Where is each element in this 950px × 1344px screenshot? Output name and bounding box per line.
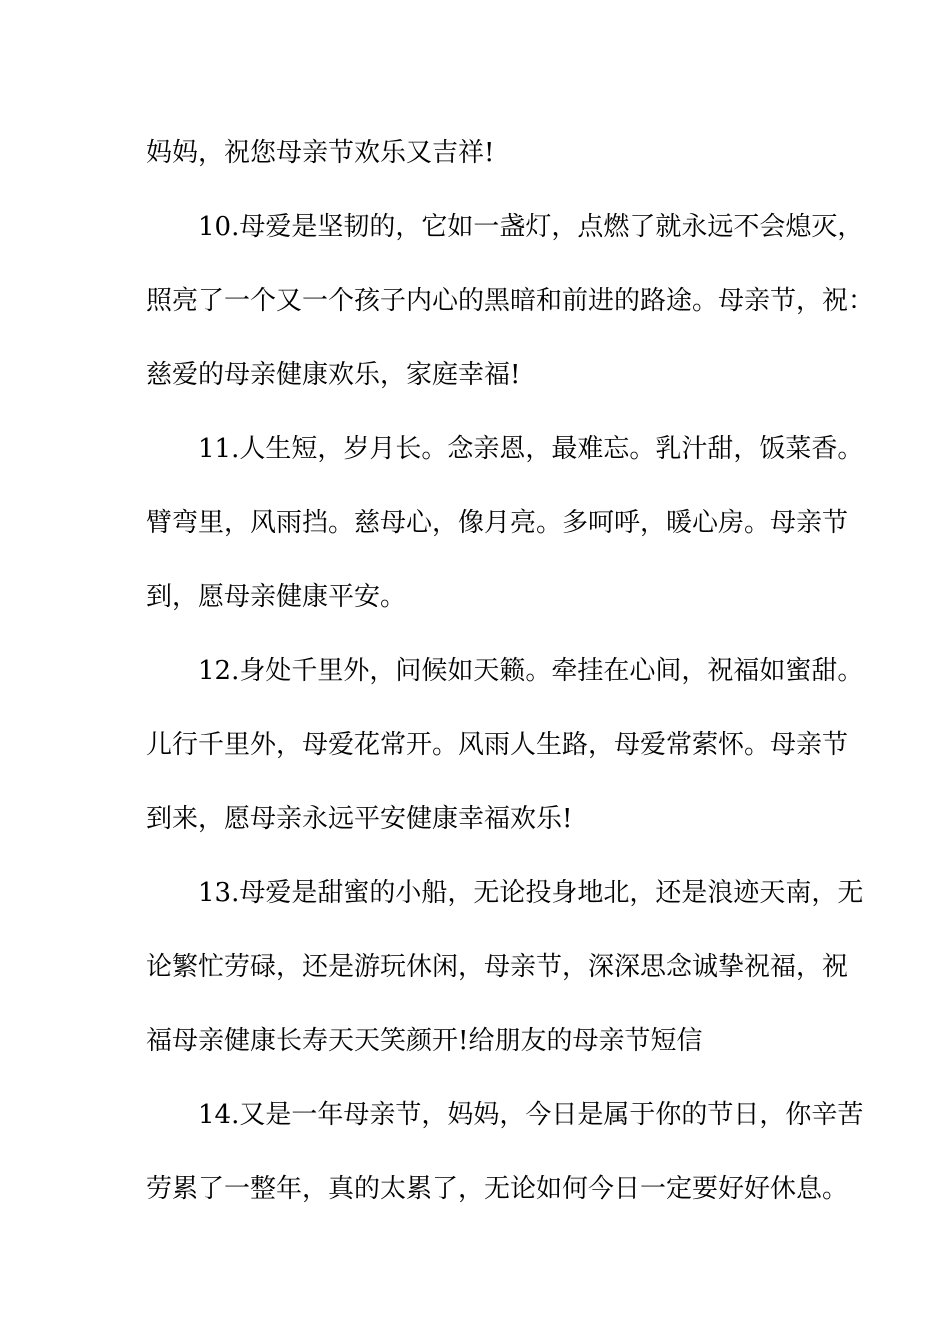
text-line: 福母亲健康长寿天天笑颜开!给朋友的母亲节短信 bbox=[146, 1026, 703, 1056]
paragraph-11-line-1: 11.人生短，岁月长。念亲恩，最难忘。乳汁甜，饭菜香。 bbox=[198, 434, 864, 464]
text-line: 论繁忙劳碌，还是游玩休闲，母亲节，深深思念诚挚祝福，祝 bbox=[146, 952, 849, 982]
text-line: 到来，愿母亲永远平安健康幸福欢乐! bbox=[146, 804, 573, 834]
text-line: 妈妈，祝您母亲节欢乐又吉祥! bbox=[146, 138, 495, 168]
text-line: 劳累了一整年，真的太累了，无论如何今日一定要好好休息。 bbox=[146, 1174, 849, 1204]
text-line: 到，愿母亲健康平安。 bbox=[146, 582, 407, 612]
paragraph-14-line-1: 14.又是一年母亲节，妈妈，今日是属于你的节日，你辛苦 bbox=[198, 1100, 864, 1130]
text-line: 慈爱的母亲健康欢乐，家庭幸福! bbox=[146, 360, 521, 390]
paragraph-13-line-1: 13.母爱是甜蜜的小船，无论投身地北，还是浪迹天南，无 bbox=[198, 878, 864, 908]
text-line: 照亮了一个又一个孩子内心的黑暗和前进的路途。母亲节，祝： bbox=[146, 286, 875, 316]
text-line: 儿行千里外，母爱花常开。风雨人生路，母爱常萦怀。母亲节 bbox=[146, 730, 849, 760]
paragraph-12-line-1: 12.身处千里外，问候如天籁。牵挂在心间，祝福如蜜甜。 bbox=[198, 656, 864, 686]
paragraph-10-line-1: 10.母爱是坚韧的，它如一盏灯，点燃了就永远不会熄灭， bbox=[198, 212, 864, 242]
text-line: 臂弯里，风雨挡。慈母心，像月亮。多呵呼，暖心房。母亲节 bbox=[146, 508, 849, 538]
